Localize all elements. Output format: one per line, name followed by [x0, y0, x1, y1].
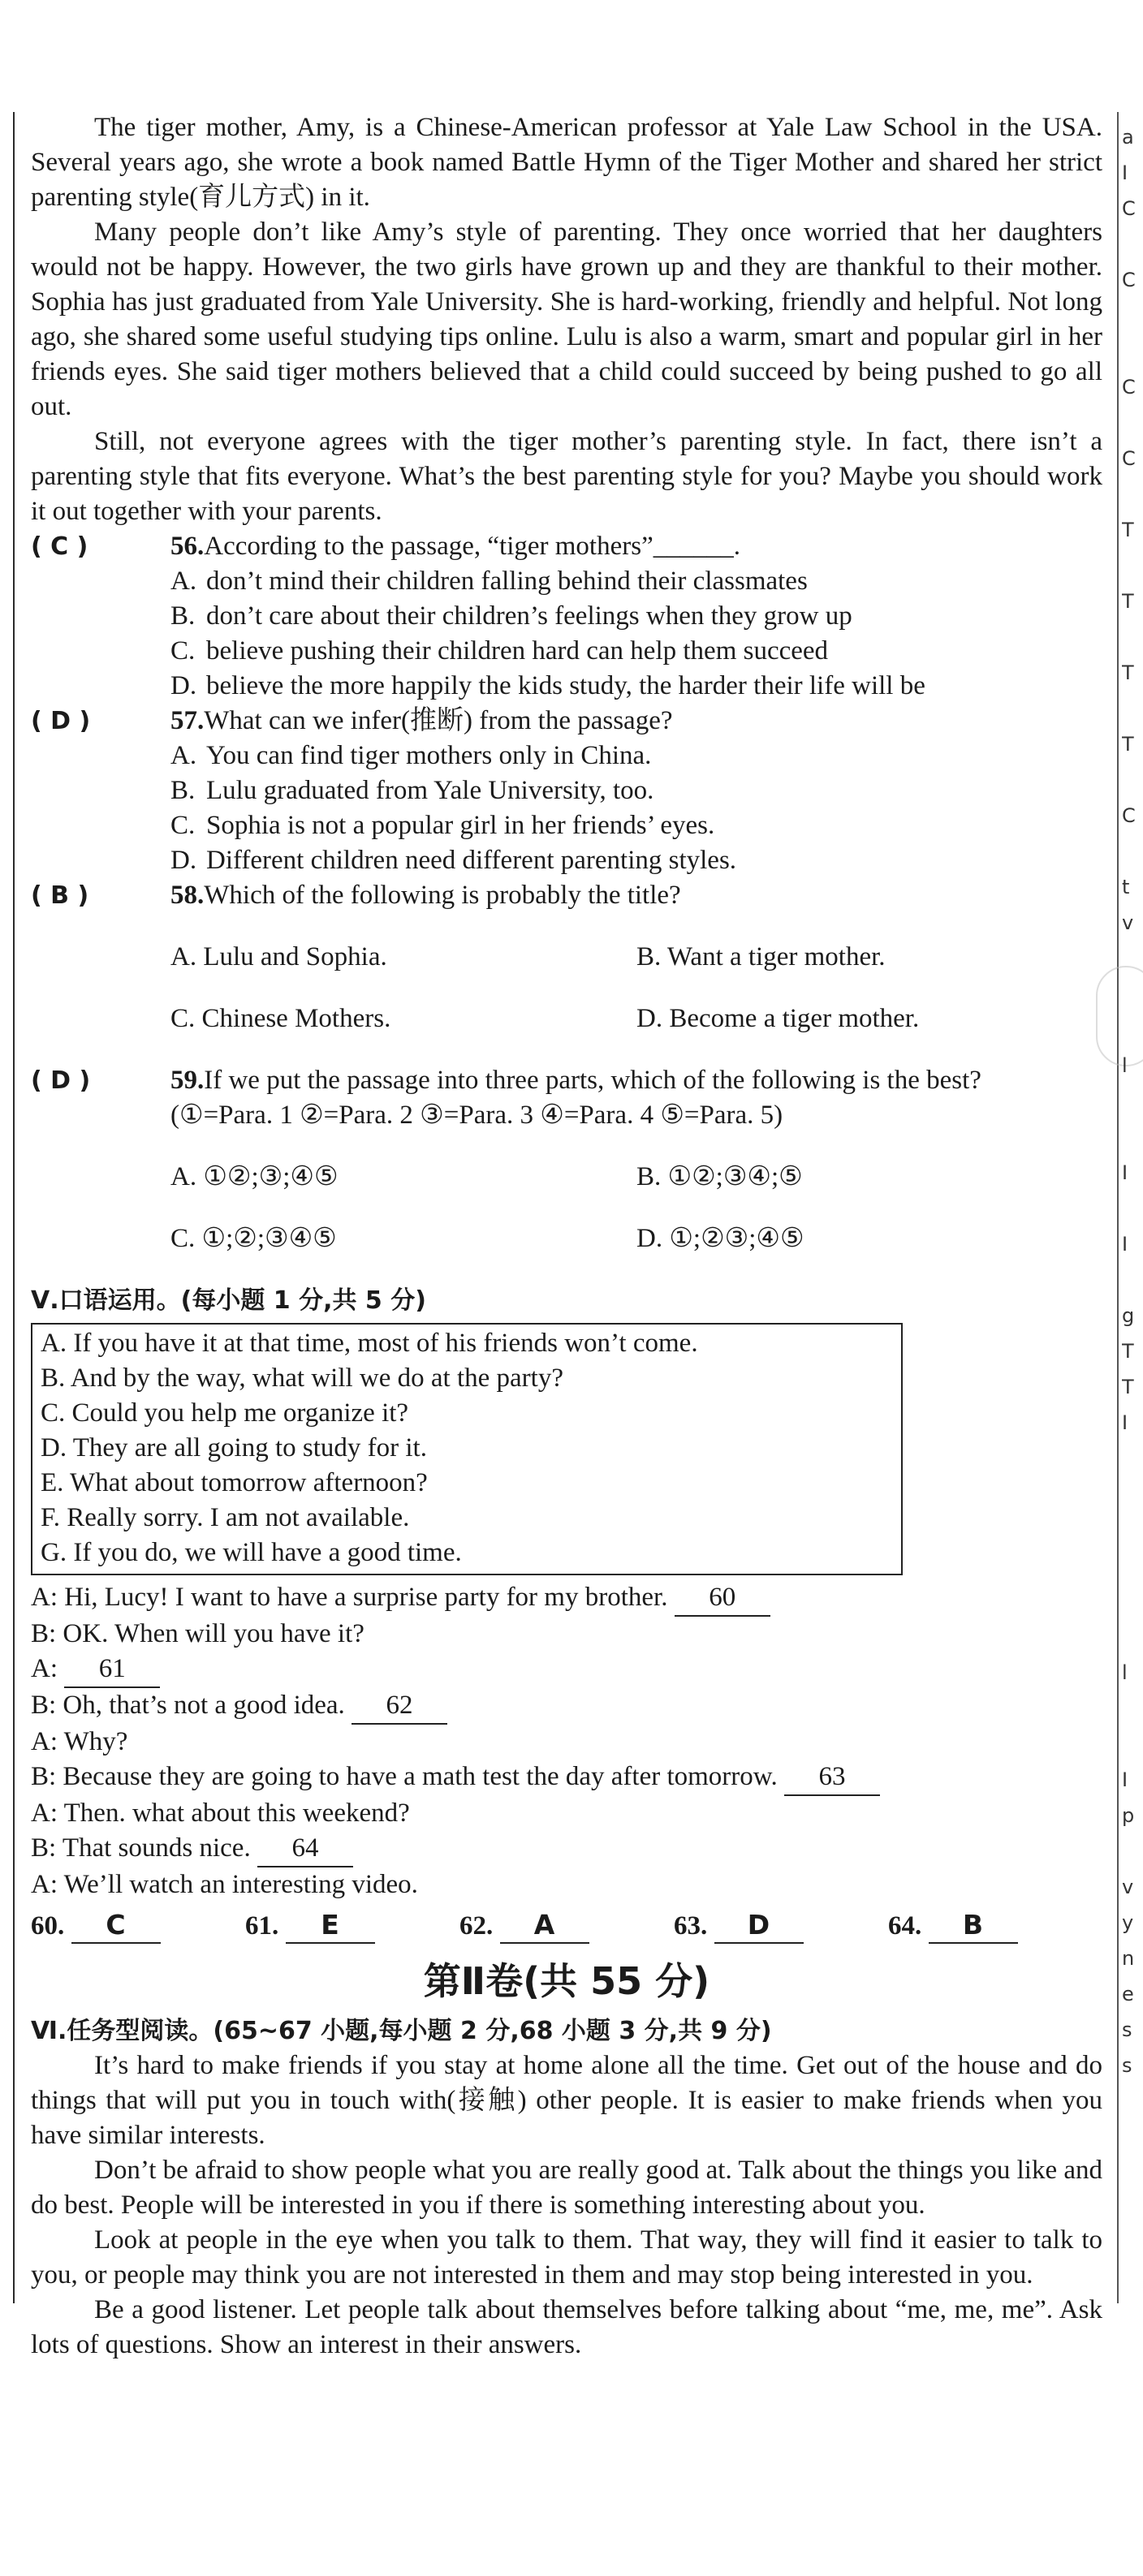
answer-row: [31, 1907, 1102, 1944]
edge-glyph: [1122, 1122, 1143, 1157]
edge-glyph: [1122, 622, 1143, 657]
dialogue-line: A: Then. what about this weekend?: [31, 1798, 410, 1828]
dialogue-line: B: OK. When will you have it?: [31, 1619, 364, 1648]
dialogue: [31, 1580, 1102, 1902]
edge-glyph: I: [1122, 1161, 1128, 1184]
question-text: If we put the passage into three parts, which of the following is the best?: [204, 1066, 981, 1095]
dialogue-line: A: Why?: [31, 1727, 128, 1756]
dialogue-option: E. What about tomorrow afternoon?: [41, 1468, 428, 1497]
answer-number: 61.: [245, 1911, 279, 1941]
edge-glyph: [1122, 943, 1143, 979]
dialogue-line: A: Hi, Lucy! I want to have a surprise party for my brother.: [31, 1583, 675, 1612]
edge-glyph: t: [1122, 876, 1130, 898]
edge-glyph: n: [1122, 1947, 1135, 1970]
edge-glyph: I: [1122, 1233, 1128, 1256]
edge-glyph: [1122, 1836, 1143, 1872]
edge-glyph: [1122, 1514, 1143, 1550]
blank-64: 64: [257, 1831, 353, 1867]
edge-glyph: [1122, 1193, 1143, 1229]
edge-glyph: s: [1122, 2054, 1132, 2077]
option-text: don’t care about their children’s feelings when they grow up: [206, 601, 852, 631]
answer-mark: ( D ): [31, 1066, 91, 1095]
option-text: Different children need different parenting styles.: [206, 846, 737, 875]
answer-number: 64.: [888, 1911, 922, 1941]
edge-glyph: l: [1122, 1054, 1128, 1077]
answer-value: B: [929, 1907, 1018, 1944]
option-label: B.: [170, 776, 196, 805]
option-b: B. ①②;③④;⑤: [636, 1162, 803, 1191]
edge-glyph: y: [1122, 1911, 1134, 1934]
option-label: C.: [170, 811, 196, 840]
edge-glyph: [1122, 1550, 1143, 1586]
dialogue-options-box: [31, 1323, 903, 1575]
option-label: A.: [170, 741, 197, 770]
edge-glyph: [1122, 1479, 1143, 1514]
edge-glyph: C: [1122, 376, 1136, 398]
edge-glyph: I: [1122, 1768, 1128, 1791]
edge-glyph: s: [1122, 2018, 1132, 2041]
dialogue-option: B. And by the way, what will we do at the party?: [41, 1363, 563, 1393]
edge-glyph: [1122, 836, 1143, 872]
question-56: [31, 529, 1102, 704]
edge-glyph: I: [1122, 162, 1128, 184]
answer-value: C: [71, 1907, 161, 1944]
question-57: [31, 704, 1102, 878]
edge-glyph: [1122, 979, 1143, 1014]
answer-mark: ( D ): [31, 707, 91, 735]
question-number: 56.: [170, 532, 205, 561]
reading-paragraph-4: Be a good listener. Let people talk about themselves before talking about “me, me, me”. Ask lots of questions. Show an interest in their answers.: [31, 2295, 1102, 2359]
section-6-title: Ⅵ.任务型阅读。(65~67 小题,每小题 2 分,68 小题 3 分,共 9 分): [31, 2017, 772, 2045]
dialogue-line: B: That sounds nice.: [31, 1833, 257, 1863]
question-text: What can we infer(推断) from the passage?: [204, 706, 673, 735]
dialogue-line: A:: [31, 1654, 65, 1683]
answer-value: D: [714, 1907, 804, 1944]
option-c: C. ①;②;③④⑤: [170, 1224, 337, 1253]
question-number: 57.: [170, 706, 205, 735]
blank-63: 63: [784, 1760, 880, 1796]
option-text: Lulu graduated from Yale University, too.: [206, 776, 654, 805]
reading-paragraph-3: Look at people in the eye when you talk to them. That way, they will find it easier to talk to you, or people may think you are not interested in them and may stop being interested in you.: [31, 2225, 1102, 2290]
option-d: D. Become a tiger mother.: [636, 1004, 920, 1033]
edge-glyph: [1122, 336, 1143, 372]
question-59: [31, 1063, 1102, 1256]
edge-glyph: v: [1122, 1876, 1134, 1898]
edge-glyph: [1122, 550, 1143, 586]
option-text: Sophia is not a popular girl in her friends’ eyes.: [206, 811, 715, 840]
dialogue-line: A: We’ll watch an interesting video.: [31, 1870, 418, 1899]
option-b: B. Want a tiger mother.: [636, 942, 886, 971]
option-label: B.: [170, 601, 196, 631]
answer-mark: ( B ): [31, 881, 89, 910]
reading-paragraph-2: Don’t be afraid to show people what you are really good at. Talk about the things you like and do best. People will be interested in you if there is something interesting about you.: [31, 2156, 1102, 2220]
option-label: C.: [170, 636, 196, 666]
edge-glyph: T: [1122, 1376, 1134, 1398]
adjacent-page-edge-text: [1122, 122, 1143, 2086]
dialogue-line: B: Oh, that’s not a good idea.: [31, 1691, 352, 1720]
option-d: D. ①;②③;④⑤: [636, 1224, 804, 1253]
edge-glyph: p: [1122, 1804, 1135, 1827]
passage-paragraph-3: Still, not everyone agrees with the tiger mother’s parenting style. In fact, there isn’t a parenting style that fits everyone. What’s the best parenting style for you? Maybe you should work it out together with your parents.: [31, 427, 1102, 526]
option-c: C. Chinese Mothers.: [170, 1004, 391, 1033]
edge-glyph: [1122, 1014, 1143, 1050]
answer-value: E: [286, 1907, 375, 1944]
question-number: 58.: [170, 881, 205, 910]
edge-glyph: [1122, 300, 1143, 336]
option-label: D.: [170, 671, 197, 700]
option-text: You can find tiger mothers only in China.: [206, 741, 652, 770]
edge-glyph: [1122, 407, 1143, 443]
question-text: Which of the following is probably the title?: [204, 881, 681, 910]
option-a: A. ①②;③;④⑤: [170, 1162, 339, 1191]
edge-glyph: I: [1122, 1411, 1128, 1434]
passage-paragraph-1: The tiger mother, Amy, is a Chinese-American professor at Yale Law School in the USA. Several years ago, she wrote a book named Battle Hymn of the Tiger Mother and shared her strict parenting style(育儿方式) in it.: [31, 113, 1102, 212]
edge-glyph: [1122, 1729, 1143, 1764]
edge-glyph: [1122, 1622, 1143, 1657]
edge-glyph: [1122, 1086, 1143, 1122]
option-label: D.: [170, 846, 197, 875]
question-text: According to the passage, “tiger mothers”______.: [204, 532, 740, 561]
volume-2-title: 第Ⅱ卷(共 55 分): [423, 1959, 710, 2003]
main-column: [31, 110, 1102, 2363]
edge-glyph: C: [1122, 447, 1136, 470]
answer-number: 63.: [674, 1911, 708, 1941]
dialogue-line: B: Because they are going to have a math test the day after tomorrow.: [31, 1762, 784, 1791]
edge-glyph: [1122, 1586, 1143, 1622]
option-a: A. Lulu and Sophia.: [170, 942, 387, 971]
paragraph-key: (①=Para. 1 ②=Para. 2 ③=Para. 3 ④=Para. 4 ⑤=Para. 5): [170, 1101, 783, 1130]
edge-glyph: [1122, 693, 1143, 729]
answer-number: 62.: [459, 1911, 494, 1941]
answer-number: 60.: [31, 1911, 65, 1941]
edge-glyph: C: [1122, 804, 1136, 827]
edge-glyph: [1122, 229, 1143, 265]
section-5-title: Ⅴ.口语运用。(每小题 1 分,共 5 分): [31, 1286, 426, 1315]
option-label: A.: [170, 566, 197, 596]
dialogue-option: G. If you do, we will have a good time.: [41, 1538, 462, 1567]
question-number: 59.: [170, 1066, 205, 1095]
edge-glyph: [1122, 479, 1143, 515]
edge-glyph: [1122, 1264, 1143, 1300]
answer-mark: ( C ): [31, 532, 88, 561]
blank-60: 60: [675, 1580, 770, 1617]
edge-glyph: v: [1122, 911, 1134, 934]
dialogue-option: C. Could you help me organize it?: [41, 1398, 409, 1428]
edge-glyph: C: [1122, 197, 1136, 220]
edge-glyph: T: [1122, 1340, 1134, 1363]
edge-glyph: a: [1122, 126, 1134, 149]
edge-glyph: T: [1122, 519, 1134, 541]
option-text: believe pushing their children hard can help them succeed: [206, 636, 829, 666]
dialogue-option: D. They are all going to study for it.: [41, 1433, 427, 1462]
edge-glyph: l: [1122, 1661, 1128, 1684]
option-text: believe the more happily the kids study, the harder their life will be: [206, 671, 925, 700]
blank-62: 62: [352, 1688, 447, 1725]
dialogue-option: A. If you have it at that time, most of his friends won’t come.: [41, 1329, 698, 1358]
question-58: [31, 878, 1102, 1036]
blank-61: 61: [64, 1652, 160, 1688]
edge-glyph: g: [1122, 1304, 1135, 1327]
edge-glyph: T: [1122, 590, 1134, 613]
edge-glyph: T: [1122, 661, 1134, 684]
edge-glyph: [1122, 1693, 1143, 1729]
edge-glyph: C: [1122, 269, 1136, 291]
reading-paragraph-1: It’s hard to make friends if you stay at home alone all the time. Get out of the house and do things that will put you in touch with(接触) other people. It is easier to make friends when you have similar interests.: [31, 2051, 1102, 2150]
option-text: don’t mind their children falling behind their classmates: [206, 566, 808, 596]
dialogue-option: F. Really sorry. I am not available.: [41, 1503, 410, 1532]
left-margin-rule: [13, 112, 15, 2303]
right-column-divider: [1117, 112, 1119, 2303]
edge-glyph: [1122, 1443, 1143, 1479]
edge-glyph: e: [1122, 1983, 1134, 2005]
edge-glyph: [1122, 765, 1143, 800]
passage-paragraph-2: Many people don’t like Amy’s style of parenting. They once worried that her daughters would not be happy. However, the two girls have grown up and they are thankful to their mother. Sophia has just graduated from Yale University. She is hard-working, friendly and helpful. Not long ago, she shared some useful studying tips online. Lulu is also a warm, smart and popular girl in her friends eyes. She said tiger mothers believed that a child could succeed by being pushed to go all out.: [31, 218, 1102, 421]
edge-glyph: T: [1122, 733, 1134, 756]
answer-value: A: [500, 1907, 589, 1944]
